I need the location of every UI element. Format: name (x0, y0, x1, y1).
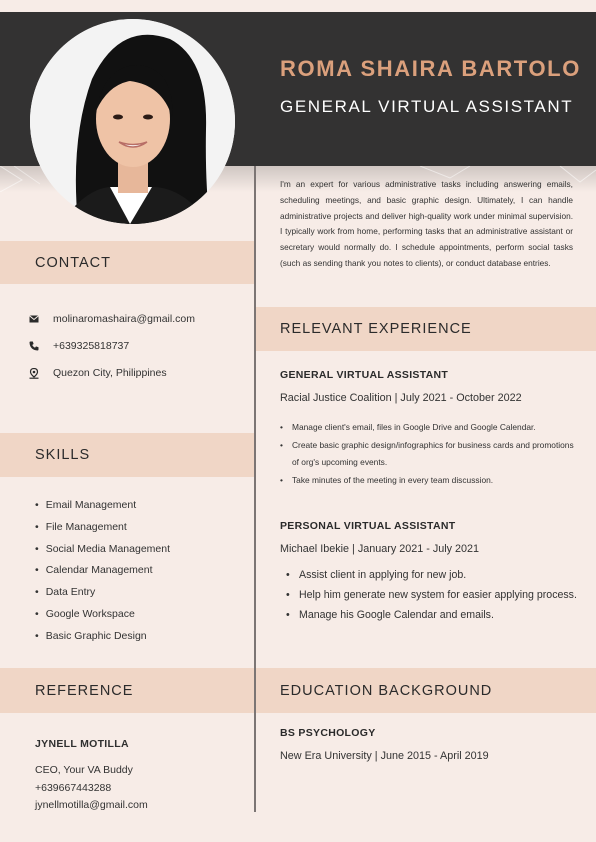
skill-item: • Basic Graphic Design (35, 628, 170, 650)
reference-heading: REFERENCE (35, 682, 134, 699)
reference-phone[interactable]: +639667443288 (35, 782, 112, 794)
job-title: GENERAL VIRTUAL ASSISTANT (280, 369, 449, 381)
profile-photo (30, 19, 235, 224)
contact-heading: CONTACT (35, 254, 112, 271)
job-meta: Michael Ibekie | January 2021 - July 2021 (280, 543, 480, 555)
reference-section-header (0, 668, 254, 713)
candidate-role: GENERAL VIRTUAL ASSISTANT (280, 97, 574, 116)
location-pin-icon (28, 367, 40, 379)
experience-section-header (256, 307, 596, 351)
contact-phone[interactable]: +639325818737 (53, 340, 130, 352)
envelope-icon (28, 313, 40, 325)
contact-location: Quezon City, Philippines (53, 367, 167, 379)
reference-position: CEO, Your VA Buddy (35, 764, 133, 776)
contact-location-row (28, 365, 167, 381)
job-duty-item: • Help him generate new system for easier applying process. (280, 586, 578, 606)
job-duties-list (280, 419, 578, 489)
job-title: PERSONAL VIRTUAL ASSISTANT (280, 520, 456, 532)
experience-heading: RELEVANT EXPERIENCE (280, 321, 472, 337)
job-duties-list (280, 566, 578, 625)
column-divider (254, 166, 256, 812)
job-duty-item: • Take minutes of the meeting in every team discussion. (280, 472, 578, 490)
education-degree: BS PSYCHOLOGY (280, 727, 376, 739)
skill-item: • Email Management (35, 497, 170, 519)
phone-icon (28, 340, 40, 352)
reference-email[interactable]: jynellmotilla@gmail.com (35, 799, 148, 811)
skill-item: • Data Entry (35, 584, 170, 606)
job-duty-item: • Manage client's email, files in Google Drive and Google Calendar. (280, 419, 578, 437)
skill-item: • File Management (35, 519, 170, 541)
contact-email-row (28, 311, 195, 327)
job-duty-item: • Create basic graphic design/infographics for business cards and promotions of org's upcoming events. (280, 437, 578, 472)
skill-item: • Calendar Management (35, 562, 170, 584)
skills-section-header (0, 433, 254, 477)
reference-name: JYNELL MOTILLA (35, 738, 129, 750)
contact-section-header (0, 241, 254, 284)
skill-item: • Google Workspace (35, 606, 170, 628)
job-duty-item: • Assist client in applying for new job. (280, 566, 578, 586)
job-duty-item: • Manage his Google Calendar and emails. (280, 606, 578, 626)
education-meta: New Era University | June 2015 - April 2019 (280, 750, 489, 762)
skills-heading: SKILLS (35, 447, 91, 463)
candidate-name: ROMA SHAIRA BARTOLO (280, 56, 581, 81)
education-heading: EDUCATION BACKGROUND (280, 682, 493, 699)
job-meta: Racial Justice Coalition | July 2021 - October 2022 (280, 392, 522, 404)
contact-phone-row (28, 338, 129, 354)
skills-list (35, 497, 170, 650)
skill-item: • Social Media Management (35, 541, 170, 563)
profile-summary: I'm an expert for various administrative tasks including answering emails, scheduling meetings, and basic graphic design. Ultimately, I can handle administrative projects and deliver high-quality work under minimal supervision. I typically work from home, performing tasks that an administrative assistant or secretary would normally do. I schedule appointments, perform social tasks (such as sending thank you notes to clients), or conduct database entries. (280, 179, 573, 268)
contact-email[interactable]: molinaromashaira@gmail.com (53, 313, 195, 325)
education-section-header (256, 668, 596, 713)
